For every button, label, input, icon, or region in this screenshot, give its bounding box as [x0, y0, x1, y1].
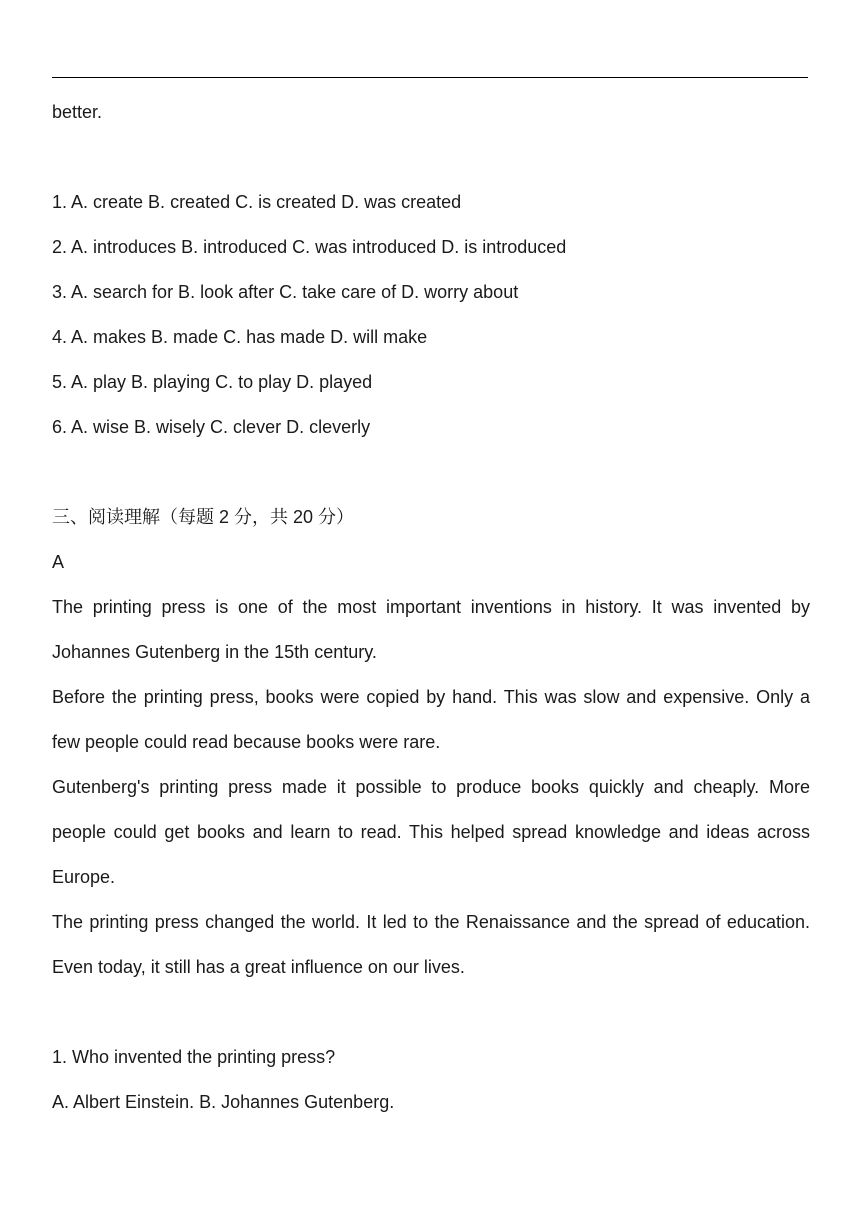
spacer	[52, 990, 810, 1035]
passage-paragraph-2: Before the printing press, books were copied by hand. This was slow and expensive. Only a few people could read because books were rare.	[52, 687, 810, 752]
cloze-option-3: 3. A. search for B. look after C. take care of D. worry about	[52, 282, 519, 302]
spacer	[52, 450, 810, 495]
cloze-option-5: 5. A. play B. playing C. to play D. played	[52, 372, 373, 392]
reading-passage	[52, 585, 810, 990]
question-text: 1. Who invented the printing press?	[52, 1047, 336, 1067]
cloze-option-4: 4. A. makes B. made C. has made D. will make	[52, 327, 428, 347]
passage-label: A	[52, 552, 65, 572]
header-rule	[52, 77, 808, 78]
continuation-text: better.	[52, 102, 103, 122]
passage-paragraph-1: The printing press is one of the most important inventions in history. It was invented by Johannes Gutenberg in the 15th century.	[52, 597, 810, 662]
cloze-options-list	[52, 180, 810, 450]
page-content	[52, 90, 810, 1125]
passage-paragraph-3: Gutenberg's printing press made it possible to produce books quickly and cheaply. More people could get books and learn to read. This helped spread knowledge and ideas across Europe.	[52, 777, 810, 887]
cloze-option-1: 1. A. create B. created C. is created D. was created	[52, 192, 462, 212]
cloze-option-6: 6. A. wise B. wisely C. clever D. cleverly	[52, 417, 371, 437]
section-title: 三、阅读理解（每题 2 分，共 20 分）	[52, 507, 355, 527]
passage-paragraph-4: The printing press changed the world. It led to the Renaissance and the spread of education. Even today, it still has a great influence on our lives.	[52, 912, 810, 977]
cloze-option-2: 2. A. introduces B. introduced C. was introduced D. is introduced	[52, 237, 567, 257]
question-options: A. Albert Einstein. B. Johannes Gutenberg.	[52, 1092, 395, 1112]
spacer	[52, 135, 810, 180]
